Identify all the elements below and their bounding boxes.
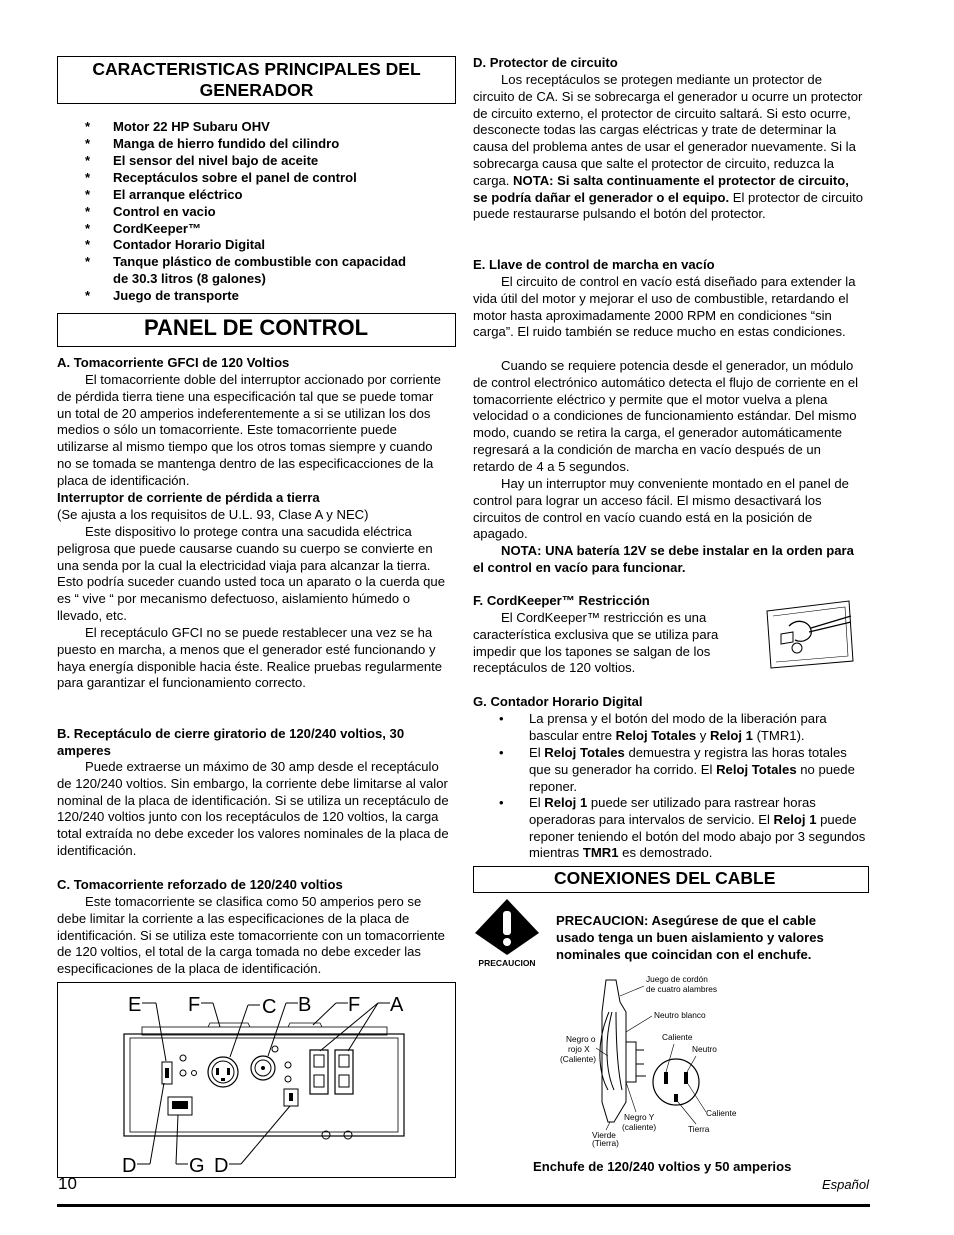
section-e-text-1: El circuito de control en vacío está diseñado para extender la vida útil del motor y mejorar el uso de combustible, retardando el motor hasta aproximadamente 2000 RPM en condiciones “sin carga”. El ruido también se reduce mucho en estas condiciones.	[473, 274, 856, 340]
section-e-title: E. Llave de control de marcha en vacío	[473, 257, 715, 272]
section-d-title: D. Protector de circuito	[473, 55, 618, 70]
plug-diagram	[556, 972, 756, 1148]
gfci-note: (Se ajusta a los requisitos de U.L. 93, Clase A y NEC)	[57, 507, 369, 522]
svg-text:de cuatro alambres: de cuatro alambres	[646, 984, 718, 994]
svg-text:PRECAUCION: PRECAUCION	[478, 958, 536, 968]
section-c-text: Este tomacorriente se clasifica como 50 amperios pero se debe limitar la corriente a las especificaciones de la placa de identificación. Si se utiliza este tomacorriente con un tomacorriente de 120 voltios, el total de la carga tomada no debe exceder las especificaciones de la placa de identificación.	[57, 894, 445, 977]
footer-rule	[57, 1204, 870, 1207]
label-c: C	[262, 996, 277, 1018]
section-g-title: G. Contador Horario Digital	[473, 694, 643, 709]
label-b: B	[298, 994, 312, 1016]
language-label: Español	[822, 1177, 869, 1192]
svg-text:Juego de cordón: Juego de cordón	[646, 974, 708, 984]
svg-text:Neutro: Neutro	[692, 1044, 717, 1054]
section-d-text: Los receptáculos se protegen mediante un protector de circuito de CA. Si se sobrecarga el generador u ocurre un protector de circuito externo, el protector de circuito saltará. Si esto ocurre, desconecte todas las cargas eléctricas y trate de determinar la causa del problema antes de usar el generador nuevamente. Si la sobrecarga causa que salte el protector de circuito, reduzca la carga. NOTA: Si salta continuamente el protector de circuito, se podría dañar el generador o el equipo. El protector de circuito puede restaurarse pulsando el botón del protector.	[473, 72, 864, 222]
cable-title: CONEXIONES DEL CABLE	[473, 866, 869, 893]
section-b-text: Puede extraerse un máximo de 30 amp desde el receptáculo de 120/240 voltios. Sin embargo, la corriente debe limitarse al valor nominal de la placa de identificación. Si se utiliza un receptáculo de 120/240 voltios junto con los receptáculos de 120 voltios, la carga total extraída no debe exceder los valores nominales de la placa de identificación.	[57, 759, 449, 858]
svg-text:Negro o: Negro o	[566, 1034, 596, 1044]
label-e: E	[128, 994, 142, 1016]
section-b-title: B. Receptáculo de cierre giratorio de 120/240 voltios, 30 amperes	[57, 726, 405, 758]
plug-caption: Enchufe de 120/240 voltios y 50 amperios	[533, 1159, 792, 1174]
gfci-text: Este dispositivo lo protege contra una sacudida eléctrica peligrosa que puede causarse cuando su cuerpo se convierte en una senda por la cual la electricidad viaja para alcanzar la tierra. Esto podría suceder cuando usted toca un aparato o la cuerda que es “ vive “ por mecanismo defectuoso, aislamiento húmedo o llevado, etc.	[57, 524, 445, 623]
section-e-note: NOTA: UNA batería 12V se debe instalar en la orden para el control en vacío para funcionar.	[473, 543, 854, 575]
section-e-text-2: Cuando se requiere potencia desde el generador, un módulo de control electrónico automático detecta el flujo de corriente en el tomacorriente eléctrico y permite que el motor vuelva a plena velocidad o a condiciones de funcionamiento estándar. Del mismo modo, cuando se retira la carga, el generador automáticamente regresará a la condición de marcha en vacío después de un retardo de 4 a 5 segundos.	[473, 358, 859, 474]
cordkeeper-illustration	[759, 596, 859, 671]
label-f2: F	[348, 994, 361, 1016]
svg-text:(Tierra): (Tierra)	[592, 1138, 619, 1148]
panel-title: PANEL DE CONTROL	[57, 313, 456, 347]
label-a: A	[390, 994, 404, 1016]
label-d1: D	[122, 1155, 137, 1177]
gfci-subtitle: Interruptor de corriente de pérdida a tierra	[57, 490, 320, 505]
gfci-reset-text: El receptáculo GFCI no se puede restablecer una vez se ha puesto en marcha, a menos que el generador esté funcionando y haya energía disponible hacia éste. Realice pruebas regularmente para garantizar el funcionamiento correcto.	[57, 625, 443, 691]
control-panel-illustration	[58, 983, 454, 1176]
label-g: G	[189, 1155, 205, 1177]
svg-text:Negro Y: Negro Y	[624, 1112, 655, 1122]
section-f-title: F. CordKeeper™ Restricción	[473, 593, 650, 608]
section-f-text: El CordKeeper™ restricción es una característica exclusiva que se utiliza para impedir que los tapones se salgan de los receptáculos de 120 voltios.	[473, 610, 719, 676]
section-c-title: C. Tomacorriente reforzado de 120/240 voltios	[57, 877, 343, 892]
svg-text:Tierra: Tierra	[688, 1124, 710, 1134]
label-d2: D	[214, 1155, 229, 1177]
svg-text:(caliente): (caliente)	[622, 1122, 657, 1132]
page-number: 10	[58, 1174, 77, 1193]
section-a-title: A. Tomacorriente GFCI de 120 Voltios	[57, 355, 290, 370]
section-a-text: El tomacorriente doble del interruptor accionado por corriente de pérdida tierra tiene una especificación tal que se puede tomar un total de 20 amperios indeferentemente a si se utilizan los dos medios o sólo un tomacorriente. Este tomacorriente puede utilizarse al mismo tiempo que los otros tomas siempre y cuando no se tomada se mantenga dentro de las especificacciones de la placa de identificación.	[57, 372, 441, 488]
svg-text:(Caliente): (Caliente)	[560, 1054, 596, 1064]
control-panel-diagram	[57, 982, 456, 1178]
svg-text:Caliente: Caliente	[706, 1108, 737, 1118]
svg-text:Caliente: Caliente	[662, 1032, 693, 1042]
svg-text:Vierde: Vierde	[592, 1130, 616, 1140]
features-title: CARACTERISTICAS PRINCIPALES DEL GENERADOR	[57, 56, 456, 104]
caution-icon	[473, 897, 541, 969]
caution-text: PRECAUCION: Asegúrese de que el cable usado tenga un buen aislamiento y valores nominales que coincidan con el enchufe.	[556, 913, 824, 962]
label-f1: F	[188, 994, 201, 1016]
section-e-text-3: Hay un interruptor muy conveniente montado en el panel de control para lograr un acceso fácil. El mismo desactivará los circuitos de control en vacío cuando está en la posición de apagado.	[473, 476, 849, 542]
svg-text:Neutro blanco: Neutro blanco	[654, 1010, 706, 1020]
svg-text:rojo X: rojo X	[568, 1044, 590, 1054]
